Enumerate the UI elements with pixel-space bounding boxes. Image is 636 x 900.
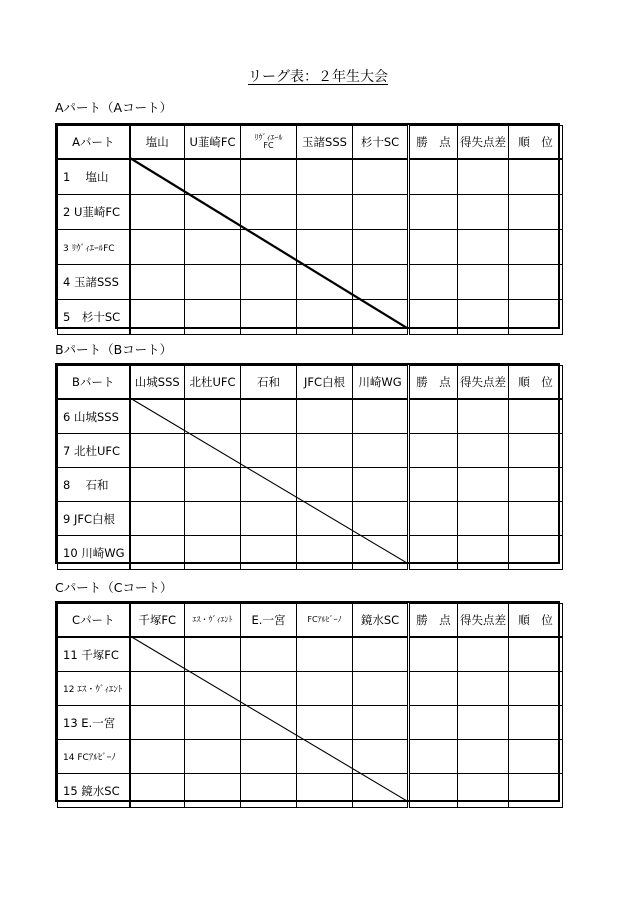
table-header-row bbox=[58, 604, 563, 638]
result-cell bbox=[353, 265, 409, 300]
league-table bbox=[55, 363, 560, 564]
team-header-cell: ﾘｳﾞｨｴｰﾙ FC bbox=[241, 126, 297, 160]
result-cell bbox=[241, 672, 297, 706]
table-row bbox=[58, 672, 563, 706]
team-name-cell: 11 千塚FC bbox=[58, 637, 130, 672]
section-label: Cパート（Cコート） bbox=[55, 580, 173, 595]
result-cell bbox=[241, 195, 297, 230]
team-name-cell: 10 川崎WG bbox=[58, 536, 130, 570]
result-cell bbox=[241, 159, 297, 195]
score-cell bbox=[509, 230, 563, 265]
result-cell bbox=[297, 672, 353, 706]
result-cell bbox=[185, 159, 241, 195]
corner-cell: Cパート bbox=[58, 604, 130, 638]
team-name-cell: 13 E.一宮 bbox=[58, 706, 130, 740]
score-header-cell: 勝 点 bbox=[409, 126, 458, 160]
result-cell bbox=[353, 300, 409, 335]
score-cell bbox=[409, 434, 458, 468]
team-header-cell: 塩山 bbox=[130, 126, 185, 160]
result-cell bbox=[241, 434, 297, 468]
score-header-cell: 順 位 bbox=[509, 366, 563, 400]
score-header-cell: 順 位 bbox=[509, 126, 563, 160]
result-cell bbox=[130, 468, 185, 502]
score-cell bbox=[409, 300, 458, 335]
result-cell bbox=[185, 300, 241, 335]
result-cell bbox=[297, 230, 353, 265]
league-table bbox=[55, 123, 560, 329]
score-header-cell: 勝 点 bbox=[409, 604, 458, 638]
result-cell bbox=[353, 637, 409, 672]
score-cell bbox=[458, 672, 509, 706]
result-cell bbox=[297, 740, 353, 774]
result-cell bbox=[185, 672, 241, 706]
team-name-cell: 14 FCｱﾙﾋﾞｰﾉ bbox=[58, 740, 130, 774]
score-cell bbox=[409, 230, 458, 265]
result-cell bbox=[297, 706, 353, 740]
table-row bbox=[58, 434, 563, 468]
table-row bbox=[58, 740, 563, 774]
result-cell bbox=[185, 399, 241, 434]
score-cell bbox=[509, 536, 563, 570]
score-cell bbox=[509, 774, 563, 808]
result-cell bbox=[185, 502, 241, 536]
result-cell bbox=[353, 159, 409, 195]
corner-cell: Aパート bbox=[58, 126, 130, 160]
score-header-cell: 得失点差 bbox=[458, 126, 509, 160]
result-cell bbox=[297, 300, 353, 335]
table-row bbox=[58, 230, 563, 265]
team-name-cell: 3 ﾘｳﾞｨｴｰﾙFC bbox=[58, 230, 130, 265]
score-cell bbox=[458, 740, 509, 774]
score-cell bbox=[458, 399, 509, 434]
result-cell bbox=[130, 230, 185, 265]
team-name-cell: 6 山城SSS bbox=[58, 399, 130, 434]
section-label: Aパート（Aコート） bbox=[55, 100, 173, 115]
result-cell bbox=[241, 536, 297, 570]
result-cell bbox=[241, 774, 297, 808]
team-header-cell: E.一宮 bbox=[241, 604, 297, 638]
score-cell bbox=[509, 706, 563, 740]
result-cell bbox=[297, 468, 353, 502]
score-cell bbox=[409, 265, 458, 300]
team-header-cell: 鏡水SC bbox=[353, 604, 409, 638]
result-cell bbox=[297, 502, 353, 536]
result-cell bbox=[130, 536, 185, 570]
result-cell bbox=[185, 774, 241, 808]
result-cell bbox=[130, 774, 185, 808]
table-row bbox=[58, 706, 563, 740]
result-cell bbox=[297, 159, 353, 195]
score-cell bbox=[409, 502, 458, 536]
score-cell bbox=[458, 159, 509, 195]
result-cell bbox=[241, 468, 297, 502]
table-row bbox=[58, 399, 563, 434]
result-cell bbox=[241, 230, 297, 265]
result-cell bbox=[353, 502, 409, 536]
result-cell bbox=[353, 706, 409, 740]
score-cell bbox=[409, 706, 458, 740]
score-cell bbox=[409, 468, 458, 502]
team-name-cell: 4 玉諸SSS bbox=[58, 265, 130, 300]
table-row bbox=[58, 536, 563, 570]
score-header-cell: 勝 点 bbox=[409, 366, 458, 400]
score-cell bbox=[409, 637, 458, 672]
team-header-cell: 川崎WG bbox=[353, 366, 409, 400]
result-cell bbox=[241, 265, 297, 300]
score-cell bbox=[509, 159, 563, 195]
score-cell bbox=[409, 195, 458, 230]
result-cell bbox=[185, 230, 241, 265]
result-cell bbox=[130, 637, 185, 672]
team-header-cell: 千塚FC bbox=[130, 604, 185, 638]
team-header-cell: 玉諸SSS bbox=[297, 126, 353, 160]
result-cell bbox=[297, 195, 353, 230]
team-header-cell: JFC白根 bbox=[297, 366, 353, 400]
result-cell bbox=[185, 265, 241, 300]
score-cell bbox=[509, 434, 563, 468]
result-cell bbox=[297, 536, 353, 570]
score-cell bbox=[458, 774, 509, 808]
result-cell bbox=[353, 195, 409, 230]
team-header-cell: 石和 bbox=[241, 366, 297, 400]
result-cell bbox=[185, 536, 241, 570]
score-cell bbox=[458, 300, 509, 335]
table-row bbox=[58, 774, 563, 808]
score-cell bbox=[458, 637, 509, 672]
result-cell bbox=[185, 434, 241, 468]
result-cell bbox=[353, 672, 409, 706]
result-cell bbox=[297, 265, 353, 300]
score-cell bbox=[409, 536, 458, 570]
team-name-cell: 1 塩山 bbox=[58, 159, 130, 195]
result-cell bbox=[130, 265, 185, 300]
team-name-cell: 8 石和 bbox=[58, 468, 130, 502]
result-cell bbox=[241, 637, 297, 672]
score-cell bbox=[458, 195, 509, 230]
table-row bbox=[58, 502, 563, 536]
team-header-cell: FCｱﾙﾋﾞｰﾉ bbox=[297, 604, 353, 638]
score-cell bbox=[458, 265, 509, 300]
result-cell bbox=[130, 195, 185, 230]
result-cell bbox=[130, 740, 185, 774]
result-cell bbox=[297, 434, 353, 468]
result-cell bbox=[353, 740, 409, 774]
team-name-cell: 15 鏡水SC bbox=[58, 774, 130, 808]
page-title: リーグ表：２年生大会 bbox=[248, 69, 388, 85]
score-cell bbox=[458, 434, 509, 468]
table-row bbox=[58, 265, 563, 300]
result-cell bbox=[130, 399, 185, 434]
result-cell bbox=[353, 536, 409, 570]
result-cell bbox=[130, 300, 185, 335]
result-cell bbox=[241, 300, 297, 335]
score-cell bbox=[509, 265, 563, 300]
team-name-cell: 5 杉十SC bbox=[58, 300, 130, 335]
table-row bbox=[58, 159, 563, 195]
score-cell bbox=[509, 637, 563, 672]
score-cell bbox=[409, 159, 458, 195]
result-cell bbox=[241, 706, 297, 740]
result-cell bbox=[353, 774, 409, 808]
result-cell bbox=[241, 740, 297, 774]
result-cell bbox=[130, 502, 185, 536]
score-cell bbox=[458, 706, 509, 740]
result-cell bbox=[241, 399, 297, 434]
result-cell bbox=[130, 672, 185, 706]
result-cell bbox=[185, 195, 241, 230]
team-header-cell: 山城SSS bbox=[130, 366, 185, 400]
score-cell bbox=[509, 672, 563, 706]
result-cell bbox=[353, 399, 409, 434]
result-cell bbox=[130, 159, 185, 195]
team-header-cell: U韮崎FC bbox=[185, 126, 241, 160]
section-label: Bパート（Bコート） bbox=[55, 342, 173, 357]
team-header-cell: 杉十SC bbox=[353, 126, 409, 160]
score-cell bbox=[458, 502, 509, 536]
table-header-row bbox=[58, 366, 563, 400]
result-cell bbox=[241, 502, 297, 536]
score-header-cell: 順 位 bbox=[509, 604, 563, 638]
result-cell bbox=[185, 706, 241, 740]
score-cell bbox=[509, 468, 563, 502]
result-cell bbox=[185, 637, 241, 672]
score-cell bbox=[409, 740, 458, 774]
score-cell bbox=[409, 774, 458, 808]
score-header-cell: 得失点差 bbox=[458, 604, 509, 638]
result-cell bbox=[297, 637, 353, 672]
table-row bbox=[58, 300, 563, 335]
score-cell bbox=[409, 672, 458, 706]
league-table bbox=[55, 601, 560, 802]
score-cell bbox=[458, 230, 509, 265]
score-cell bbox=[509, 399, 563, 434]
table-header-row bbox=[58, 126, 563, 160]
result-cell bbox=[353, 434, 409, 468]
score-cell bbox=[458, 536, 509, 570]
team-name-cell: 2 U韮崎FC bbox=[58, 195, 130, 230]
score-cell bbox=[509, 300, 563, 335]
team-header-cell: 北杜UFC bbox=[185, 366, 241, 400]
table-row bbox=[58, 637, 563, 672]
score-cell bbox=[509, 740, 563, 774]
team-header-cell: ｴｽ・ｳﾞｨｴﾝﾄ bbox=[185, 604, 241, 638]
score-header-cell: 得失点差 bbox=[458, 366, 509, 400]
result-cell bbox=[353, 468, 409, 502]
team-name-cell: 12 ｴｽ・ｳﾞｨｴﾝﾄ bbox=[58, 672, 130, 706]
team-name-cell: 9 JFC白根 bbox=[58, 502, 130, 536]
corner-cell: Bパート bbox=[58, 366, 130, 400]
result-cell bbox=[185, 468, 241, 502]
result-cell bbox=[353, 230, 409, 265]
table-row bbox=[58, 468, 563, 502]
team-name-cell: 7 北杜UFC bbox=[58, 434, 130, 468]
result-cell bbox=[130, 434, 185, 468]
result-cell bbox=[297, 774, 353, 808]
table-row bbox=[58, 195, 563, 230]
score-cell bbox=[509, 502, 563, 536]
result-cell bbox=[185, 740, 241, 774]
score-cell bbox=[409, 399, 458, 434]
score-cell bbox=[458, 468, 509, 502]
result-cell bbox=[130, 706, 185, 740]
result-cell bbox=[297, 399, 353, 434]
score-cell bbox=[509, 195, 563, 230]
